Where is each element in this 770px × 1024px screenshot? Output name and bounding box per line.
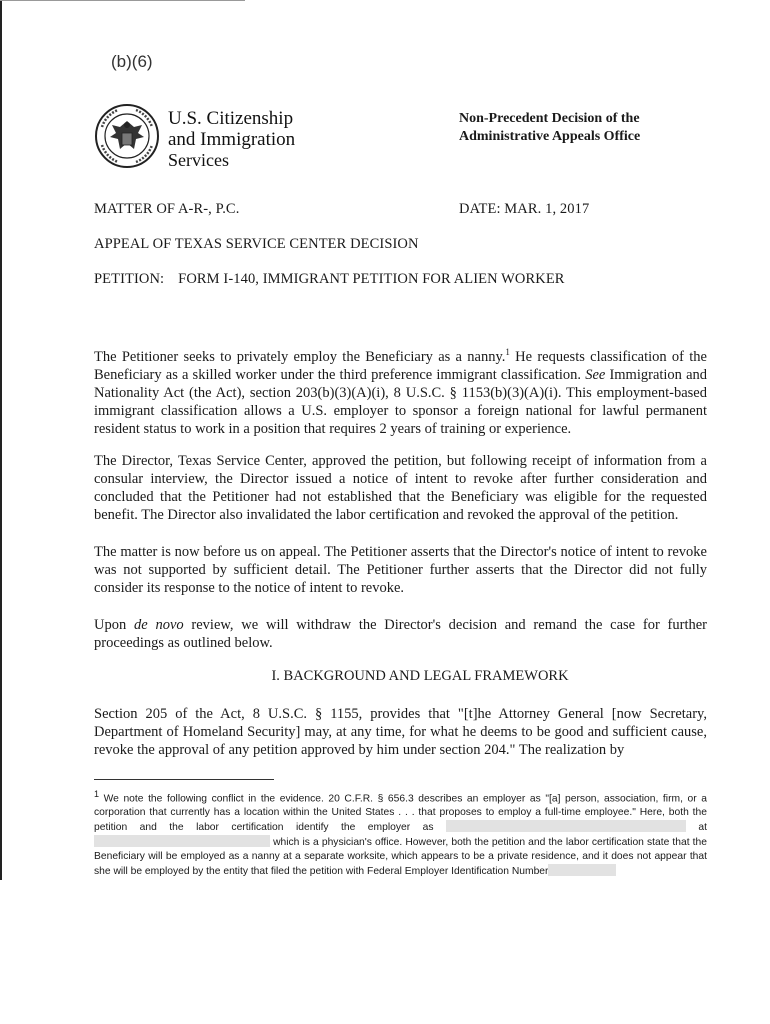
aao-designation <box>459 110 640 146</box>
petition-line <box>94 271 565 288</box>
page-top-edge <box>0 0 245 1</box>
agency-line-3: Services <box>168 150 229 170</box>
appeal-line: APPEAL OF TEXAS SERVICE CENTER DECISION <box>94 236 419 252</box>
para1-text-b: He requests classification of the Beneficiary as a skilled worker under the third preference immigrant classification. <box>94 348 707 383</box>
paragraph-1 <box>94 343 707 438</box>
footnote-mark: 1 <box>94 789 100 799</box>
dhs-seal-icon <box>94 103 160 169</box>
para1-see: See <box>585 366 606 383</box>
agency-name <box>168 108 295 171</box>
footnote-ref-1[interactable]: 1 <box>505 347 510 357</box>
agency-line-2: and Immigration <box>168 129 296 150</box>
aao-line-1: Non-Precedent Decision of the <box>459 111 640 126</box>
para1-text-a: The Petitioner seeks to privately employ the Beneficiary as a nanny. <box>94 348 506 365</box>
paragraph-3: The matter is now before us on appeal. The Petitioner asserts that the Director's notice of intent to revoke was not supported by sufficient detail. The Petitioner further asserts that the Director did not fully consider its response to the notice of intent to revoke. <box>94 544 707 596</box>
paragraph-4 <box>94 616 707 652</box>
aao-line-2: Administrative Appeals Office <box>459 129 641 144</box>
footnote-divider <box>94 779 274 780</box>
agency-line-1: U.S. Citizenship <box>168 108 294 129</box>
petition-label: PETITION: <box>94 271 165 287</box>
petition-value: FORM I-140, IMMIGRANT PETITION FOR ALIEN WORKER <box>178 271 565 287</box>
redacted-employer-address <box>94 835 270 847</box>
footnote-1 <box>94 787 707 879</box>
para4-de-novo: de novo <box>134 617 184 633</box>
paragraph-5: Section 205 of the Act, 8 U.S.C. § 1155, provides that "[t]he Attorney General [now Secretary, Department of Homeland Security] may, at any time, for what he deems to be good and sufficient cause, revoke the approval of any petition approved by him under section 204." The realization by <box>94 706 707 758</box>
para1-text-c: Immigration and Nationality Act (the Act), section 203(b)(3)(A)(i), 8 U.S.C. § 1153(b)(3)(A)(i). This employment-based immigrant classification allows a U.S. employer to sponsor a foreign national for lawful permanent resident status to work in a position that requires 2 years of training or experience. <box>94 366 708 437</box>
redacted-employer-name <box>446 820 686 832</box>
section-heading: I. BACKGROUND AND LEGAL FRAMEWORK <box>271 668 569 684</box>
footnote-at: at <box>685 822 707 834</box>
page-left-edge <box>0 0 2 880</box>
paragraph-2: The Director, Texas Service Center, approved the petition, but following receipt of information from a consular interview, the Director issued a notice of intent to revoke after further consideration and concluded that the Petitioner had not established that the Beneficiary was eligible for the requested benefit. The Director also invalidated the labor certification and revoked the approval of the petition. <box>94 453 707 523</box>
decision-date: DATE: MAR. 1, 2017 <box>459 201 590 217</box>
para4-text-b: review, we will withdraw the Director's decision and remand the case for further proceedings as outlined below. <box>94 617 707 651</box>
matter-title: MATTER OF A-R-, P.C. <box>94 201 240 217</box>
para4-text-a: Upon <box>94 617 134 633</box>
redacted-fein <box>548 864 616 876</box>
redaction-code: (b)(6) <box>111 52 153 71</box>
footnote-text-a: We note the following conflict in the evidence. 20 C.F.R. § 656.3 describes an employer as "[a] person, association, firm, or a corporation that currently has a location within the United States . . . that proposes to employ a full-time employee." Here, both the petition and the labor certification identify the employer as <box>94 793 707 834</box>
footnote-text-b: which is a physician's office. However, both the petition and the labor certification state that the Beneficiary will be employed as a nanny at a separate worksite, which appears to be a private residence, and it does not appear that she will be employed by the entity that filed the petition with Federal Employer Identification Number <box>94 837 707 878</box>
